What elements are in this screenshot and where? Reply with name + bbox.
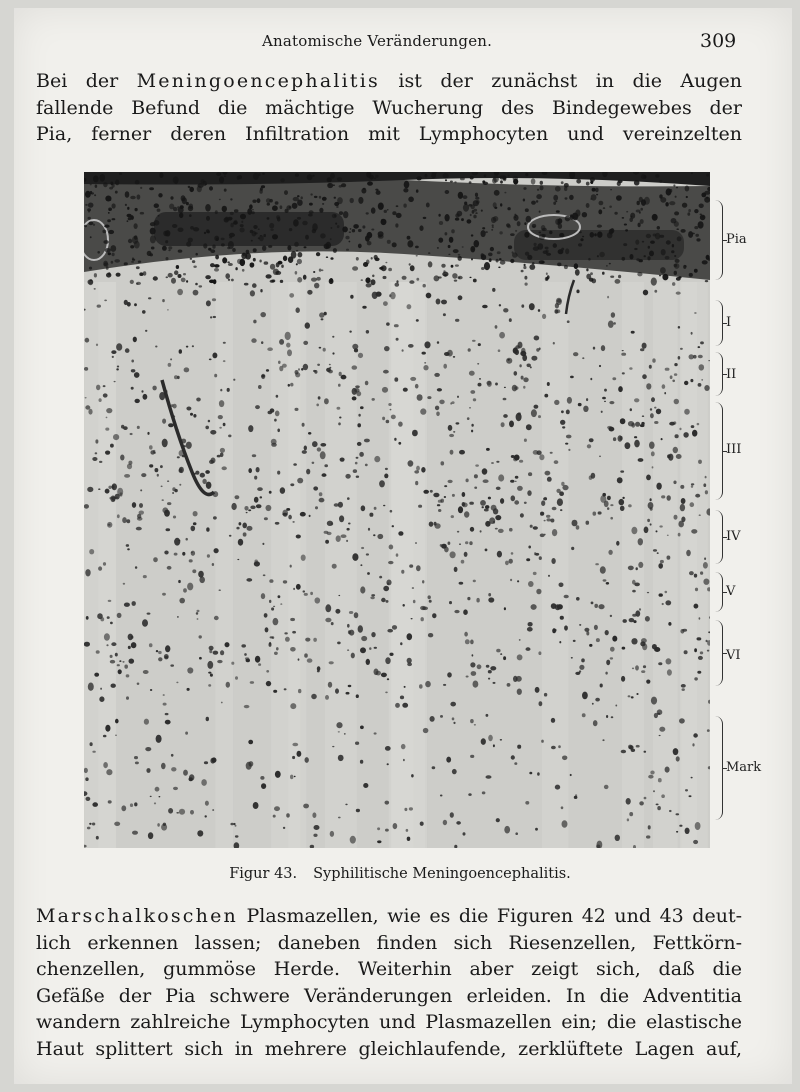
brace-iii [712,402,723,500]
brace-i [712,300,723,346]
text-line: chenzellen, gummöse Herde. Weiterhin aber zeigt sich, daß die [36,958,742,980]
spaced-term: Meningoencephalitis [136,70,380,92]
text-line: Gefäße der Pia schwere Veränderungen erleiden. In die Adventitia [36,984,742,1007]
page-number: 309 [700,30,737,52]
layer-label-ii: II [726,367,737,382]
caption-text: Syphilitische Meningoencephalitis. [313,866,571,882]
running-head: Anatomische Veränderungen. [262,32,493,50]
text-line: Haut splittert sich in mehrere gleichlaufende, zerklüftete Lagen auf, [36,1037,742,1060]
brace-vi [712,620,723,686]
text-line: Marschalkoschen Plasmazellen, wie es die Figuren 42 und 43 deut- [36,905,742,927]
brace-iv [712,510,723,564]
micrograph-image [84,172,710,848]
brace-v [712,572,723,612]
micrograph-svg [84,172,710,848]
layer-label-pia: Pia [726,232,747,247]
layer-label-vi: VI [726,648,741,663]
text-line: Pia, ferner deren Infiltration mit Lymphocyten und vereinzelten [36,123,742,145]
caption-number: Figur 43. [229,866,298,882]
brace-mark [712,716,723,820]
layer-label-i: I [726,315,732,330]
spaced-term: Marschalkoschen [36,905,238,927]
text-line: fallende Befund die mächtige Wucherung des Bindegewebes der [36,96,742,119]
layer-label-iii: III [726,442,742,457]
text-line: Bei der Meningoencephalitis ist der zunächst in die Augen [36,70,742,92]
paragraph-top [36,68,742,148]
layer-label-v: V [726,584,736,599]
brace-ii [712,352,723,396]
text-line: wandern zahlreiche Lymphocyten und Plasmazellen ein; die elastische [36,1011,742,1033]
brace-pia [712,200,723,280]
text-line: lich erkennen lassen; daneben finden sich Riesenzellen, Fettkörn- [36,931,742,954]
layer-label-mark: Mark [726,760,762,775]
paragraph-bottom [36,903,742,1062]
layer-label-iv: IV [726,529,741,544]
figure-caption [0,866,800,882]
page-header [0,30,800,54]
